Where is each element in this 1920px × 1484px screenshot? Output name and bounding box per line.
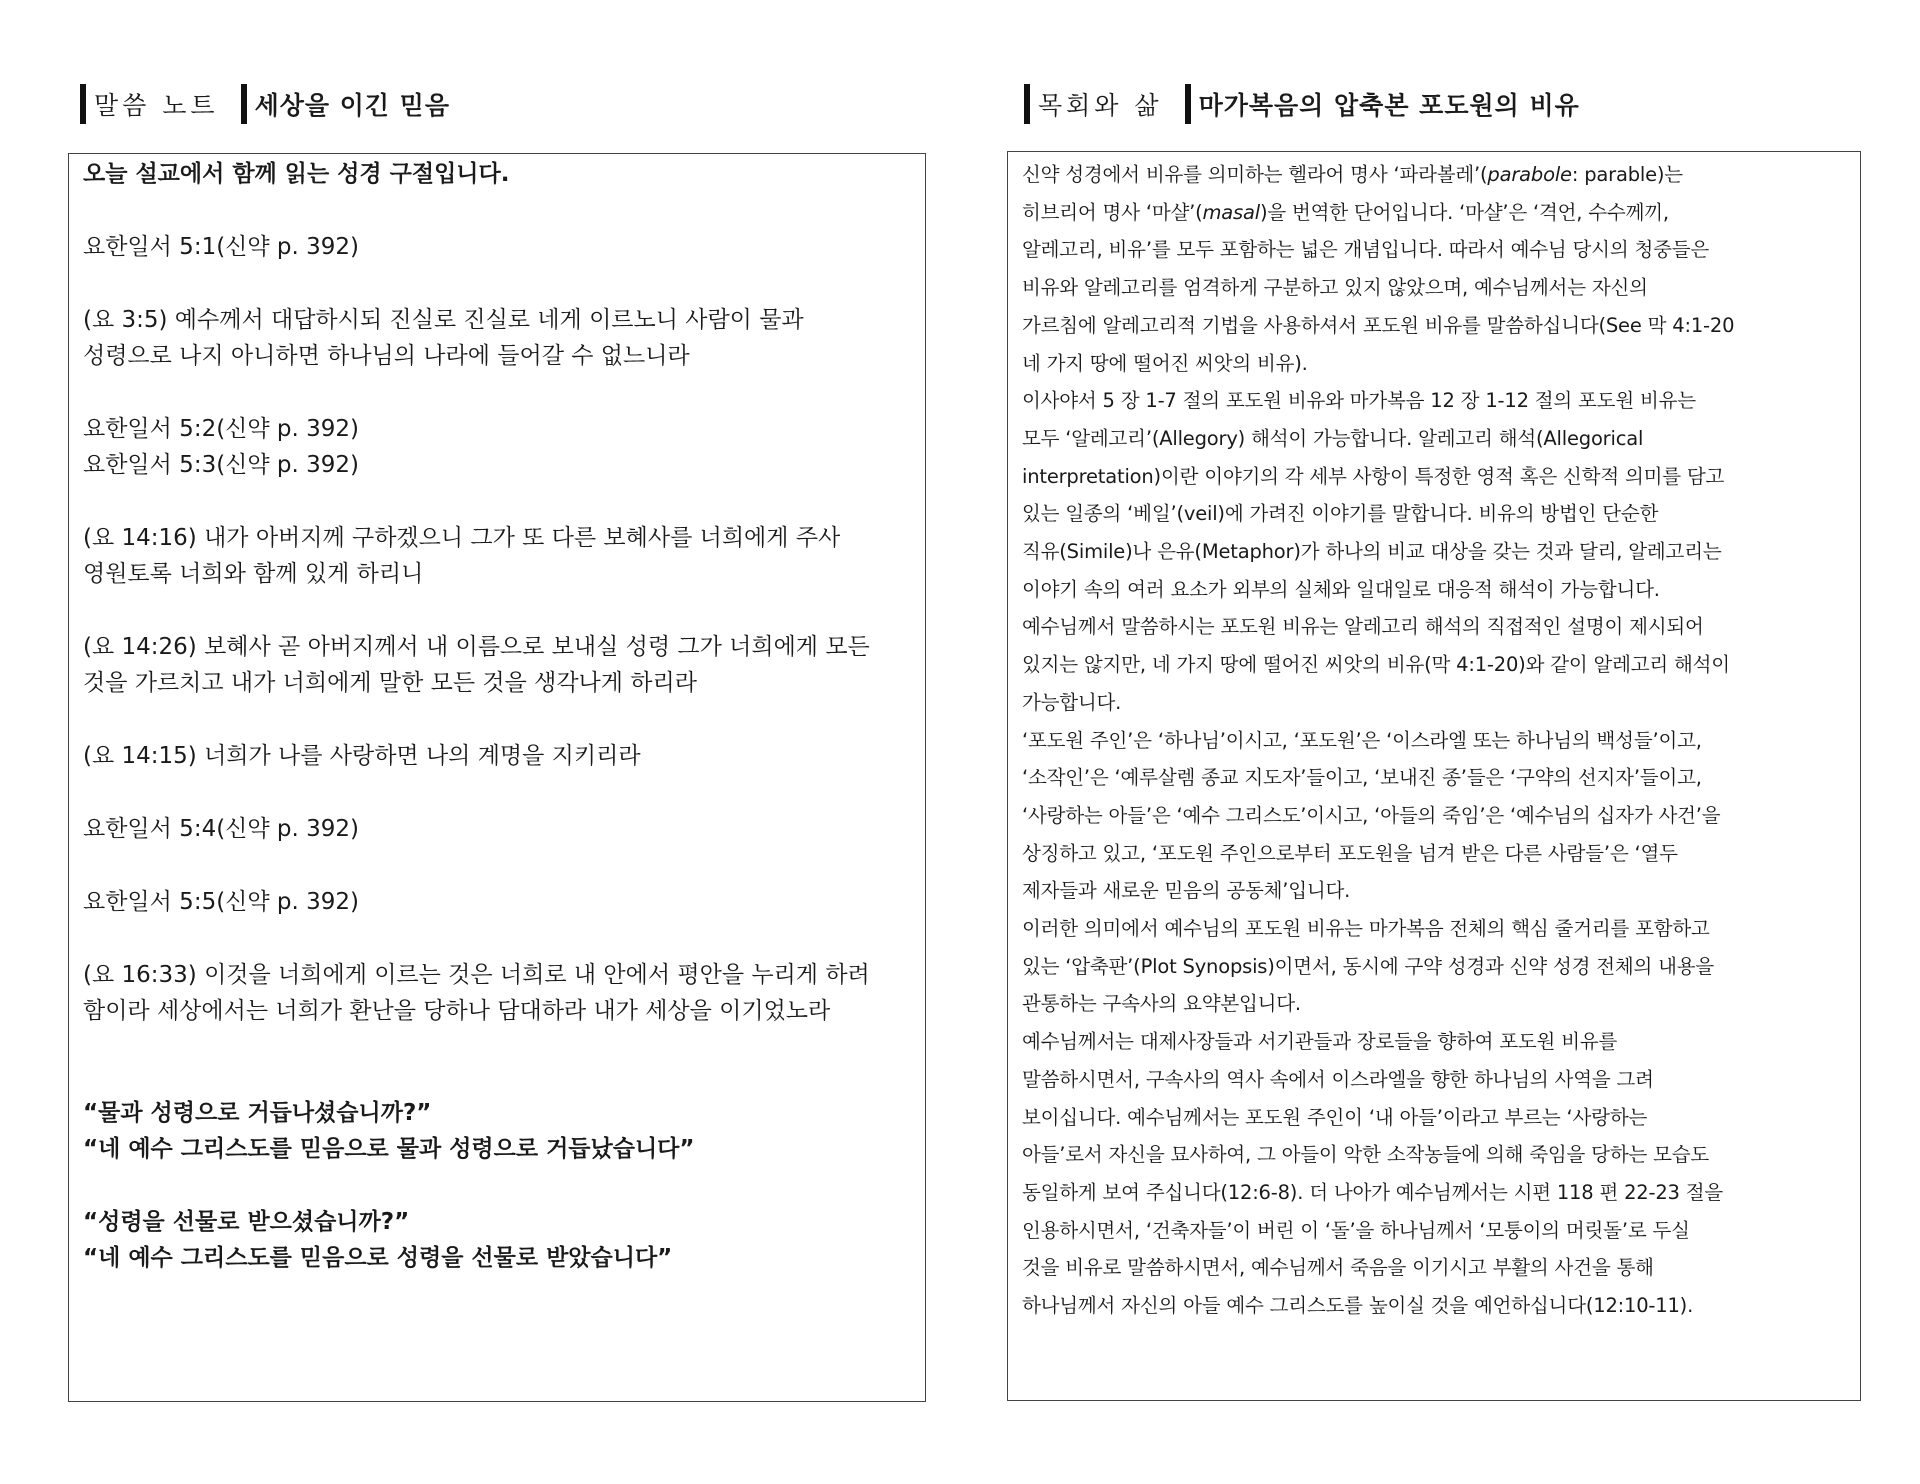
article-line: 네 가지 땅에 떨어진 씨앗의 비유). [1022, 351, 1308, 375]
article-line: 가능합니다. [1022, 690, 1122, 714]
scripture-box [68, 153, 926, 1402]
verse-reference: 요한일서 5:1(신약 p. 392) [83, 234, 360, 260]
article-line: 제자들과 새로운 믿음의 공동체’입니다. [1022, 879, 1351, 903]
verse-text: (요 14:15) 너희가 나를 사랑하면 나의 계명을 지키리라 [83, 743, 641, 769]
article-line: 있는 ‘압축판’(Plot Synopsis)이면서, 동시에 구약 성경과 신약 성경 전체의 내용을 [1022, 954, 1715, 978]
article-line: interpretation)이란 이야기의 각 세부 사항이 특정한 영적 혹은 신학적 의미를 담고 [1022, 464, 1725, 488]
verse-text: 것을 가르치고 내가 너희에게 말한 모든 것을 생각나게 하리라 [83, 670, 697, 696]
verse-text: 함이라 세상에서는 너희가 환난을 당하나 담대하라 내가 세상을 이기었노라 [83, 998, 831, 1024]
verse-reference: 요한일서 5:5(신약 p. 392) [83, 889, 360, 915]
right-header [1024, 84, 1602, 124]
article-line: 상징하고 있고, ‘포도원 주인으로부터 포도원을 넘겨 받은 다른 사람들’은 ‘열두 [1022, 841, 1678, 865]
article-line: 신약 성경에서 비유를 의미하는 헬라어 명사 ‘파라볼레’(parabole: parable)는 [1022, 163, 1683, 186]
article-line: ‘포도원 주인’은 ‘하나님’이시고, ‘포도원’은 ‘이스라엘 또는 하나님의 백성들’이고, [1022, 728, 1702, 752]
verse-reference: 요한일서 5:2(신약 p. 392) [83, 416, 360, 442]
verse-text: 영원토록 너희와 함께 있게 하리니 [83, 561, 424, 587]
article-line: 모두 ‘알레고리’(Allegory) 해석이 가능합니다. 알레고리 해석(Allegorical [1022, 426, 1644, 450]
verse-text: 성령으로 나지 아니하면 하나님의 나라에 들어갈 수 없느니라 [83, 343, 690, 369]
article-line: 아들’로서 자신을 묘사하여, 그 아들이 악한 소작농들에 의해 죽임을 당하는 모습도 [1022, 1143, 1710, 1167]
article-line: ‘소작인’은 ‘예루살렘 종교 지도자’들이고, ‘보내진 종’들은 ‘구약의 선지자’들이고, [1022, 766, 1702, 790]
article-line: 말씀하시면서, 구속사의 역사 속에서 이스라엘을 향한 하나님의 사역을 그려 [1022, 1067, 1654, 1091]
intro-text: 오늘 설교에서 함께 읽는 성경 구절입니다. [83, 161, 510, 187]
article-line: ‘사랑하는 아들’은 ‘예수 그리스도’이시고, ‘아들의 죽임’은 ‘예수님의 십자가 사건’을 [1022, 803, 1721, 827]
header-bar [241, 84, 247, 124]
article-line: 있는 일종의 ‘베일’(veil)에 가려진 이야기를 말합니다. 비유의 방법인 단순한 [1022, 502, 1659, 526]
question-text: “물과 성령으로 거듭나셨습니까?” [83, 1100, 432, 1126]
article-line: 관통하는 구속사의 요약본입니다. [1022, 992, 1301, 1016]
section-category: 말씀 노트 [94, 91, 219, 120]
article-line: 직유(Simile)나 은유(Metaphor)가 하나의 비교 대상을 갖는 것과 달리, 알레고리는 [1022, 540, 1722, 564]
article-line: 비유와 알레고리를 엄격하게 구분하고 있지 않았으며, 예수님께서는 자신의 [1022, 276, 1648, 300]
article-line: 이야기 속의 여러 요소가 외부의 실체와 일대일로 대응적 해석이 가능합니다. [1022, 577, 1660, 601]
article-line: 이사야서 5 장 1-7 절의 포도원 비유와 마가복음 12 장 1-12 절의 포도원 비유는 [1022, 389, 1696, 413]
article-line: 인용하시면서, ‘건축자들’이 버린 이 ‘돌’을 하나님께서 ‘모퉁이의 머릿돌’로 두실 [1022, 1218, 1690, 1242]
article-line: 히브리어 명사 ‘마샬’(masal)을 번역한 단어입니다. ‘마샬’은 ‘격언, 수수께끼, [1022, 200, 1669, 224]
header-bar [1024, 84, 1030, 124]
article-line: 동일하게 보여 주십니다(12:6-8). 더 나아가 예수님께서는 시편 118 편 22-23 절을 [1022, 1180, 1724, 1204]
verse-reference: 요한일서 5:4(신약 p. 392) [83, 816, 360, 842]
answer-text: “네 예수 그리스도를 믿음으로 성령을 선물로 받았습니다” [83, 1245, 673, 1271]
verse-text: (요 3:5) 예수께서 대답하시되 진실로 진실로 네게 이르노니 사람이 물과 [83, 307, 804, 333]
verse-text: (요 14:26) 보혜사 곧 아버지께서 내 이름으로 보내실 성령 그가 너희에게 모든 [83, 634, 870, 660]
section-title: 세상을 이긴 믿음 [254, 91, 451, 120]
header-bar [1185, 84, 1191, 124]
article-line: 예수님께서 말씀하시는 포도원 비유는 알레고리 해석의 직접적인 설명이 제시되어 [1022, 615, 1704, 639]
article-line: 하나님께서 자신의 아들 예수 그리스도를 높이실 것을 예언하십니다(12:10-11). [1022, 1294, 1694, 1318]
article-line: 보이십니다. 예수님께서는 포도원 주인이 ‘내 아들’이라고 부르는 ‘사랑하는 [1022, 1105, 1648, 1129]
article-line: 알레고리, 비유’를 모두 포함하는 넓은 개념입니다. 따라서 예수님 당시의 청중들은 [1022, 238, 1710, 262]
section-category: 목회와 삶 [1038, 91, 1163, 120]
verse-text: (요 14:16) 내가 아버지께 구하겠으니 그가 또 다른 보혜사를 너희에게 주사 [83, 525, 841, 551]
verse-text: (요 16:33) 이것을 너희에게 이르는 것은 너희로 내 안에서 평안을 누리게 하려 [83, 962, 870, 988]
article-line: 있지는 않지만, 네 가지 땅에 떨어진 씨앗의 비유(막 4:1-20)와 같이 알레고리 해석이 [1022, 653, 1730, 677]
section-title: 마가복음의 압축본 포도원의 비유 [1198, 91, 1580, 120]
left-header [80, 84, 472, 124]
question-text: “성령을 선물로 받으셨습니까?” [83, 1209, 410, 1235]
article-line: 것을 비유로 말씀하시면서, 예수님께서 죽음을 이기시고 부활의 사건을 통해 [1022, 1256, 1654, 1280]
article-line: 가르침에 알레고리적 기법을 사용하셔서 포도원 비유를 말씀하십니다(See 막 4:1-20 [1022, 313, 1735, 337]
verse-reference: 요한일서 5:3(신약 p. 392) [83, 452, 360, 478]
article-line: 이러한 의미에서 예수님의 포도원 비유는 마가복음 전체의 핵심 줄거리를 포함하고 [1022, 917, 1710, 941]
article-line: 예수님께서는 대제사장들과 서기관들과 장로들을 향하여 포도원 비유를 [1022, 1030, 1618, 1054]
article-box [1007, 151, 1861, 1401]
header-bar [80, 84, 86, 124]
answer-text: “네 예수 그리스도를 믿음으로 물과 성령으로 거듭났습니다” [83, 1136, 695, 1162]
